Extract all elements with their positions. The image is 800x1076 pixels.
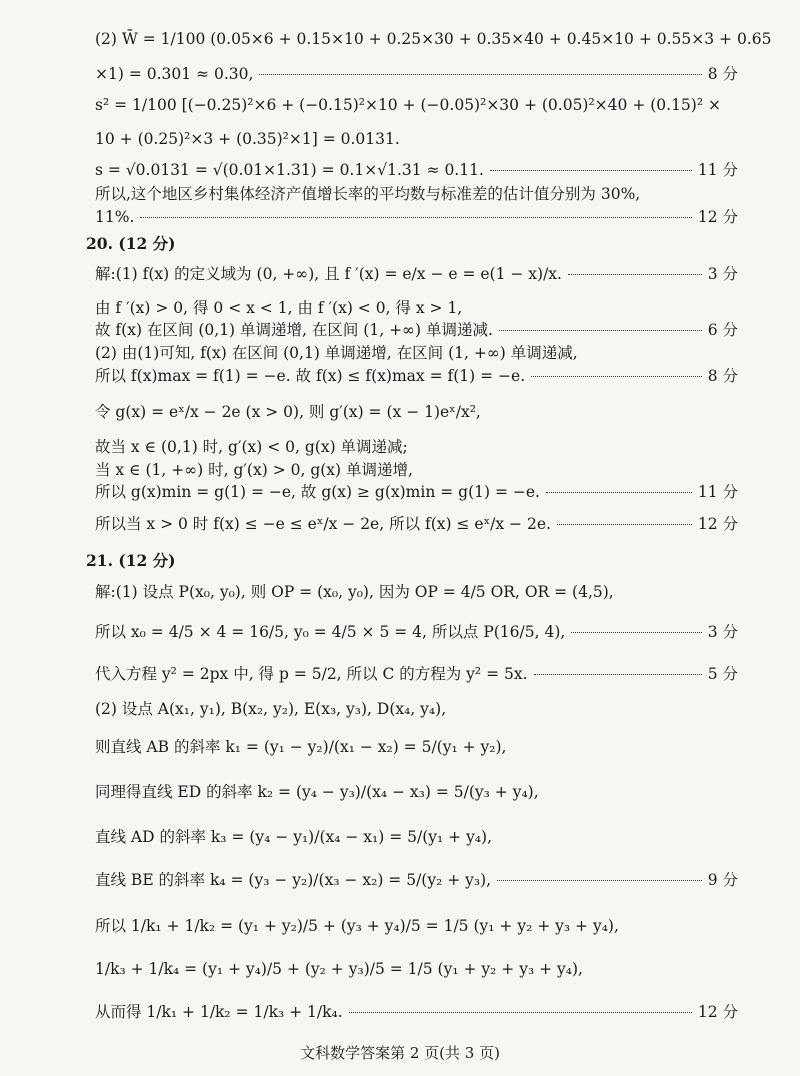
question-20-heading: 20. (12 分) xyxy=(86,234,176,253)
q19-stddev-line xyxy=(95,158,738,180)
score-label: 6 分 xyxy=(707,321,738,339)
leader-dots xyxy=(499,330,702,331)
q21-conclusion: 从而得 1/k₁ + 1/k₂ = 1/k₃ + 1/k₄. xyxy=(95,1003,343,1021)
leader-dots xyxy=(568,274,702,275)
q21-line-1: 解:(1) 设点 P(x₀, y₀), 则 OP = (x₀, y₀), 因为 OP = 4/5 OR, OR = (4,5), xyxy=(95,583,614,601)
score-label: 3 分 xyxy=(707,623,738,641)
q20-line-9 xyxy=(95,480,738,502)
q19-conclusion-2: 11%. xyxy=(95,208,135,226)
leader-dots xyxy=(557,524,692,525)
q19-stddev: s = √0.0131 = √(0.01×1.31) = 0.1×√1.31 ≈ 0.11. xyxy=(95,161,484,179)
leader-dots xyxy=(497,880,702,881)
q21-line-2 xyxy=(95,620,738,642)
q20-line-10 xyxy=(95,512,738,534)
q20-line-7: 故当 x ∈ (0,1) 时, g′(x) < 0, g(x) 单调递减; xyxy=(95,438,408,456)
q21-slope-be: 直线 BE 的斜率 k₄ = (y₃ − y₂)/(x₃ − x₂) = 5/(y₂ + y₃), xyxy=(95,871,492,889)
q19-conclusion-1: 所以,这个地区乡村集体经济产值增长率的平均数与标准差的估计值分别为 30%, xyxy=(95,185,641,203)
q19-variance-line-2: 10 + (0.25)²×3 + (0.35)²×1] = 0.0131. xyxy=(95,130,400,148)
q21-line-4: (2) 设点 A(x₁, y₁), B(x₂, y₂), E(x₃, y₃), D(x₄, y₄), xyxy=(95,700,447,718)
score-label: 11 分 xyxy=(697,483,738,501)
q20-conclusion: 所以当 x > 0 时 f(x) ≤ −e ≤ eˣ/x − 2e, 所以 f(x) ≤ eˣ/x − 2e. xyxy=(95,515,551,533)
score-label: 11 分 xyxy=(697,161,738,179)
q20-max-value: 所以 f(x)max = f(1) = −e. 故 f(x) ≤ f(x)max = f(1) = −e. xyxy=(95,367,526,385)
q20-line-5 xyxy=(95,364,738,386)
q20-line-1 xyxy=(95,262,738,284)
q20-line-6: 令 g(x) = eˣ/x − 2e (x > 0), 则 g′(x) = (x − 1)eˣ/x², xyxy=(95,403,481,421)
q20-line-3 xyxy=(95,318,738,340)
q19-mean-line-1: (2) W̄ = 1/100 (0.05×6 + 0.15×10 + 0.25×30 + 0.35×40 + 0.45×10 + 0.55×3 + 0.65 xyxy=(95,30,772,48)
score-label: 12 分 xyxy=(697,1003,738,1021)
q20-line-8: 当 x ∈ (1, +∞) 时, g′(x) > 0, g(x) 单调递增, xyxy=(95,461,413,479)
question-21-heading: 21. (12 分) xyxy=(86,551,176,570)
score-label: 12 分 xyxy=(697,515,738,533)
q20-min-value: 所以 g(x)min = g(1) = −e, 故 g(x) ≥ g(x)min = g(1) = −e. xyxy=(95,483,540,501)
score-label: 3 分 xyxy=(707,265,738,283)
q21-line-10: 1/k₃ + 1/k₄ = (y₁ + y₄)/5 + (y₂ + y₃)/5 = 1/5 (y₁ + y₂ + y₃ + y₄), xyxy=(95,960,583,978)
q21-line-9: 所以 1/k₁ + 1/k₂ = (y₁ + y₂)/5 + (y₃ + y₄)/5 = 1/5 (y₁ + y₂ + y₃ + y₄), xyxy=(95,917,619,935)
score-label: 12 分 xyxy=(697,208,738,226)
q20-line-4: (2) 由(1)可知, f(x) 在区间 (0,1) 单调递增, 在区间 (1, +∞) 单调递减, xyxy=(95,344,578,362)
q21-line-6: 同理得直线 ED 的斜率 k₂ = (y₄ − y₃)/(x₄ − x₃) = 5/(y₃ + y₄), xyxy=(95,783,539,801)
q21-line-3 xyxy=(95,662,738,684)
leader-dots xyxy=(349,1012,692,1013)
score-label: 8 分 xyxy=(707,65,738,83)
q21-line-5: 则直线 AB 的斜率 k₁ = (y₁ − y₂)/(x₁ − x₂) = 5/(y₁ + y₂), xyxy=(95,738,507,756)
leader-dots xyxy=(571,632,701,633)
q21-point-p: 所以 x₀ = 4/5 × 4 = 16/5, y₀ = 4/5 × 5 = 4, 所以点 P(16/5, 4), xyxy=(95,623,566,641)
page-footer: 文科数学答案第 2 页(共 3 页) xyxy=(300,1044,500,1062)
q21-line-11 xyxy=(95,1000,738,1022)
leader-dots xyxy=(531,376,702,377)
q20-domain-derivative: 解:(1) f(x) 的定义域为 (0, +∞), 且 f ′(x) = e/x − e = e(1 − x)/x. xyxy=(95,265,562,283)
leader-dots xyxy=(140,217,691,218)
q21-line-8 xyxy=(95,868,738,890)
q20-line-2: 由 f ′(x) > 0, 得 0 < x < 1, 由 f ′(x) < 0, 得 x > 1, xyxy=(95,299,463,317)
score-label: 9 分 xyxy=(707,871,738,889)
leader-dots xyxy=(490,170,692,171)
leader-dots xyxy=(534,674,702,675)
leader-dots xyxy=(546,492,692,493)
q20-monotonicity: 故 f(x) 在区间 (0,1) 单调递增, 在区间 (1, +∞) 单调递减. xyxy=(95,321,493,339)
leader-dots xyxy=(259,74,701,75)
score-label: 8 分 xyxy=(707,367,738,385)
q19-variance-line-1: s² = 1/100 [(−0.25)²×6 + (−0.15)²×10 + (−0.05)²×30 + (0.05)²×40 + (0.15)² × xyxy=(95,96,721,114)
score-label: 5 分 xyxy=(707,665,738,683)
q19-mean-result: ×1) = 0.301 ≈ 0.30, xyxy=(95,65,254,83)
q19-mean-line-2 xyxy=(95,62,738,84)
q19-conclusion-2-line xyxy=(95,205,738,227)
q21-line-7: 直线 AD 的斜率 k₃ = (y₄ − y₁)/(x₄ − x₁) = 5/(y₁ + y₄), xyxy=(95,828,493,846)
q21-parabola-equation: 代入方程 y² = 2px 中, 得 p = 5/2, 所以 C 的方程为 y² = 5x. xyxy=(95,665,528,683)
